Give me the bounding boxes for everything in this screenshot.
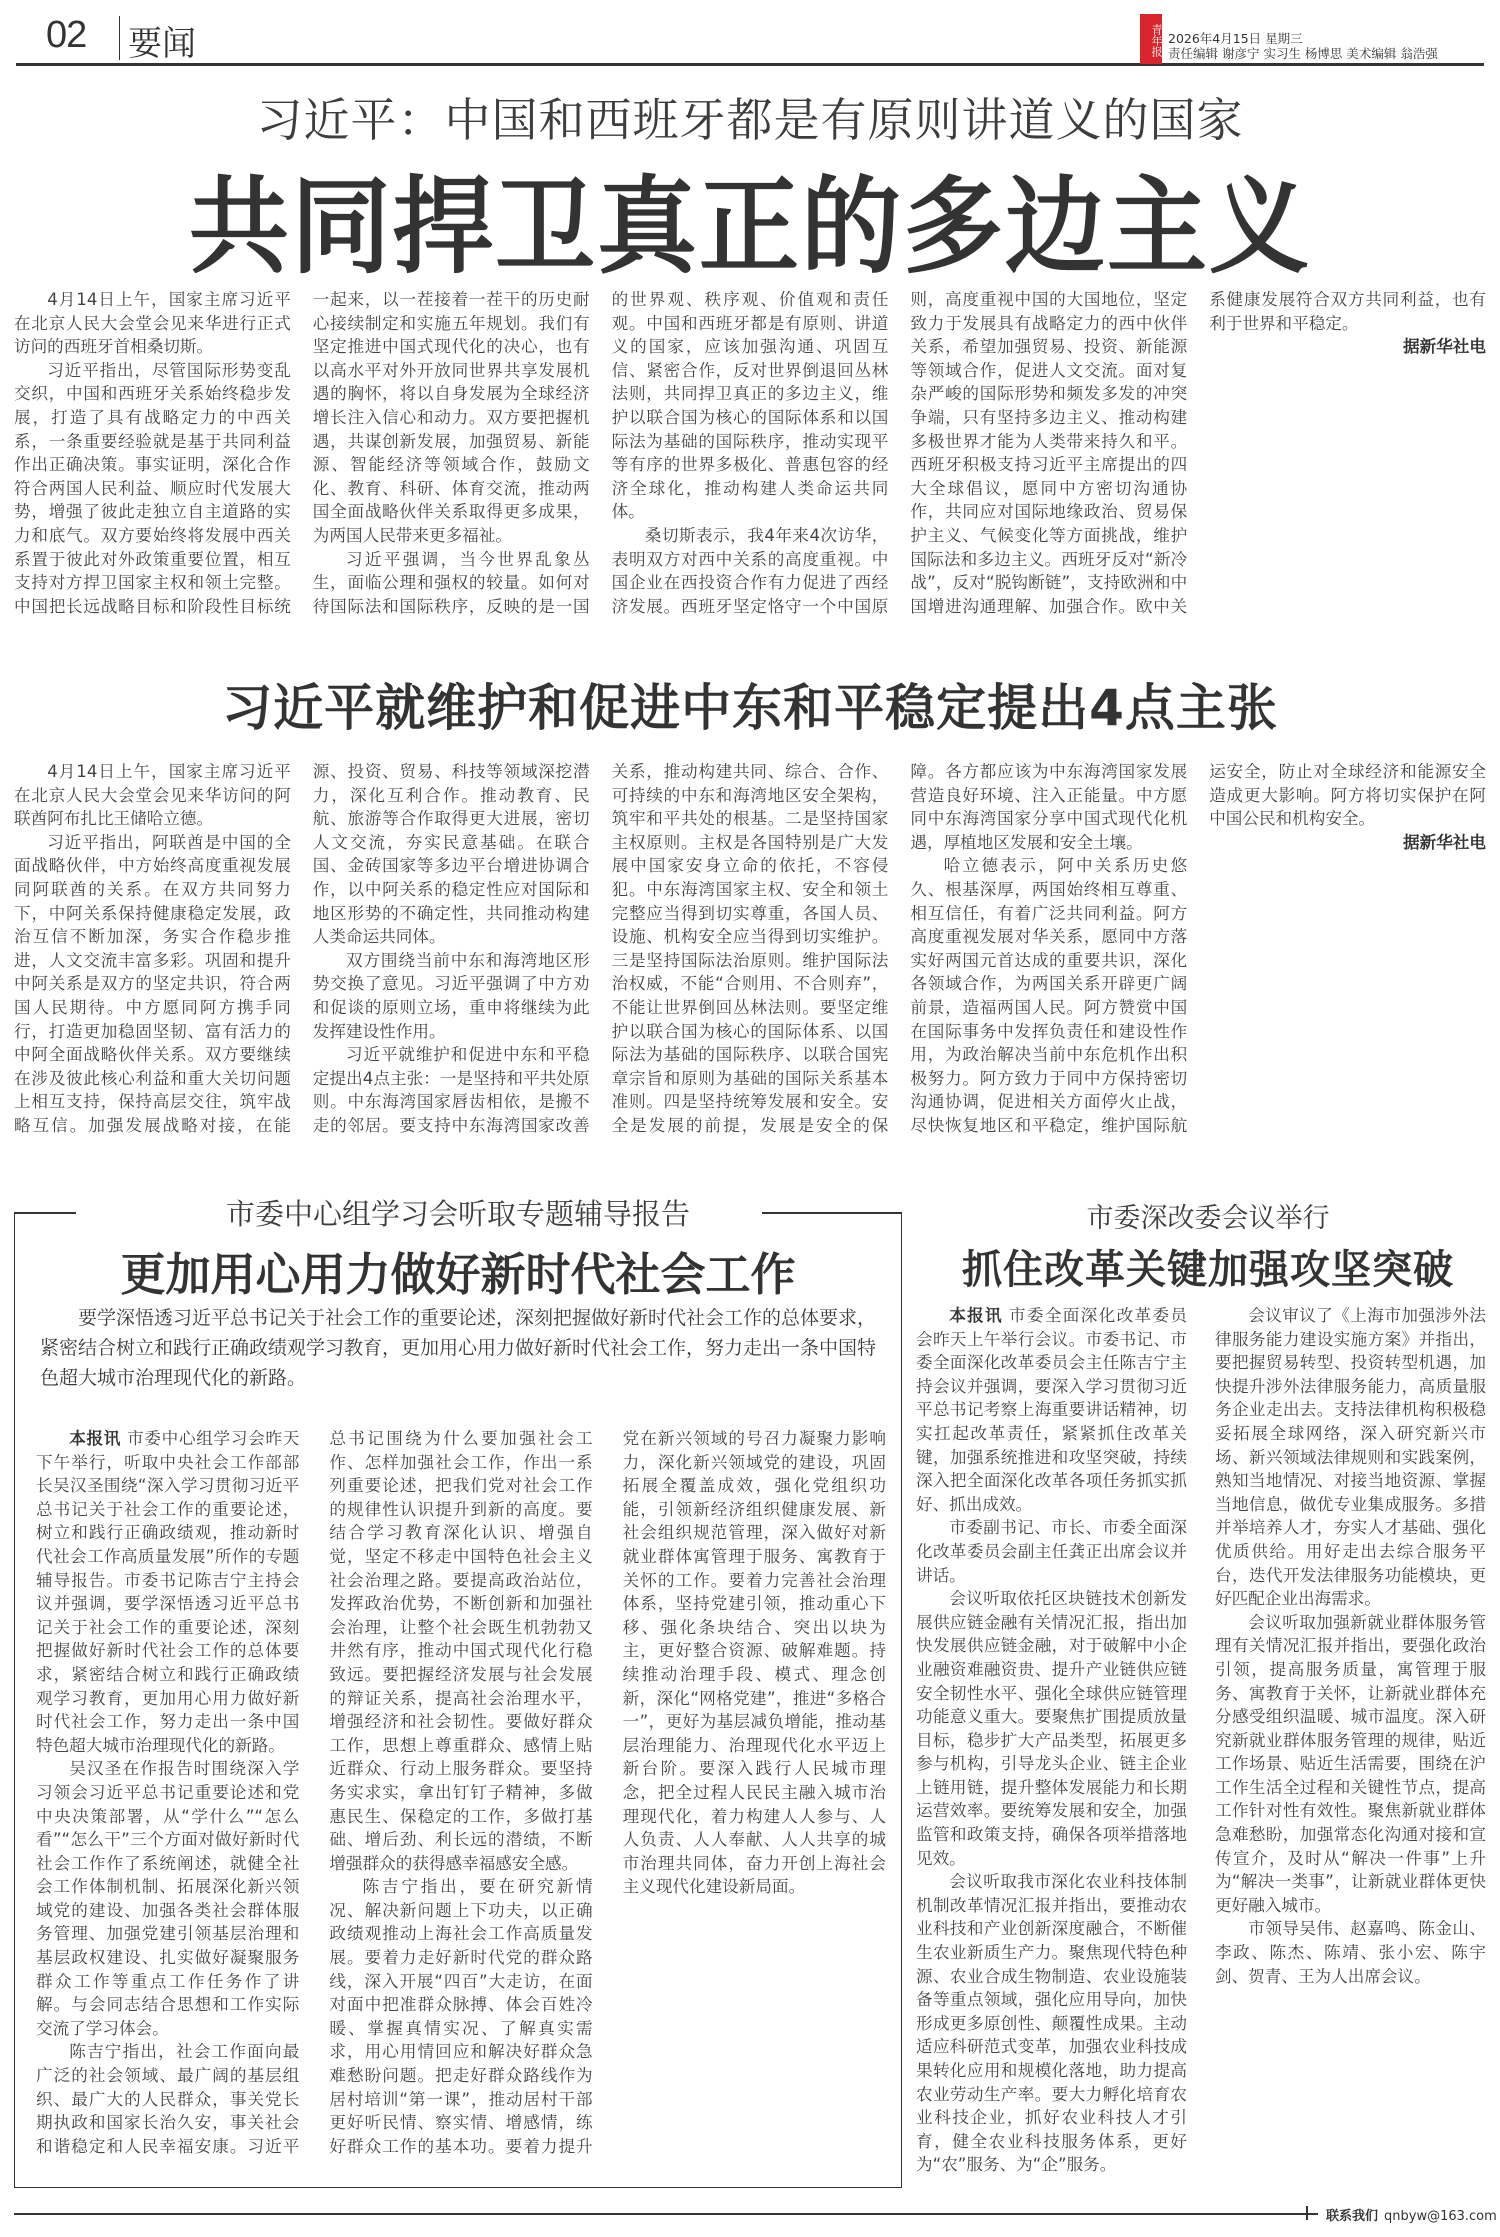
article1-paragraph: 习近平强调，当今世界乱象丛生，面临公理和强权的较量。如何对待国际法和国际秩序，反映的是一国的世界观、秩序观、价值观和责任观。中国和西班牙都是有原则、讲道义的国家，应该加强沟通、巩固互信、紧密合作，反对世界倒退回丛林法则，共同捍卫真正的多边主义，维护以联合国为核心的国际体系和以国际法为基础的国际秩序，推动实现平等有序的世界多极化、普惠包容的经济全球化，推动构建人类命运共同体。 bbox=[312, 290, 889, 616]
masthead bbox=[16, 0, 1484, 66]
article3-summary: 要学深悟透习近平总书记关于社会工作的重要论述，深刻把握做好新时代社会工作的总体要求，紧密结合树立和践行正确政绩观学习教育，更加用心用力做好新时代社会工作，努力走出一条中国特色超大城市治理现代化的新路。 bbox=[40, 1307, 877, 1389]
article2-paragraph: 4月14日上午，国家主席习近平在北京人民大会堂会见来华访问的阿联酋阿布扎比王储哈立德。 bbox=[14, 762, 291, 829]
article4-paragraph: 市领导吴伟、赵嘉鸣、陈金山、李政、陈杰、陈靖、张小宏、陈宇剑、贺青、王为人出席会议。 bbox=[1215, 1919, 1486, 1986]
footer-rule-tick bbox=[1306, 2206, 1308, 2220]
issue-date: 2026年4月15日 星期三 bbox=[1168, 31, 1303, 46]
article3-paragraph: 陈吉宁指出，要在研究新情况、解决新问题上下功夫，以正确政绩观推动上海社会工作高质量发展。要着力走好新时代党的群众路线，深入开展“四百”大走访，在面对面中把准群众脉搏、体会百姓冷暖、掌握真情实况、了解真实需求，用心用情回应和解决好群众急难愁盼问题。把走好群众路线作为居村培训“第一课”，推动居村干部更好听民情、察实情、增感情，练好群众工作的基本功。要着力提升党在新兴领域的号召力凝聚力影响力，深化新兴领域党的建设，巩固拓展全覆盖成效，强化党组织功能，引领新经济组织健康发展、新社会组织规范管理，深入做好对新就业群体寓管理于服务、寓教育于关怀的工作。要着力完善社会治理体系，坚持党建引领，推动重心下移、强化条块结合、突出以块为主，更好整合资源、破解难题。持续推动治理手段、模式、理念创新，深化“网格党建”，推进“多格合一”，更好为基层减负增能，推动基层治理能力、治理现代化水平迈上新台阶。要深入践行人民城市理念，把全过程人民民主融入城市治理现代化，着力构建人人参与、人人负责、人人奉献、人人共享的城市治理共同体，奋力开创上海社会主义现代化建设新局面。 bbox=[329, 1429, 886, 2156]
article2-paragraph: 双方围绕当前中东和海湾地区形势交换了意见。习近平强调了中方劝和促谈的原则立场，重申将继续为此发挥建设性作用。 bbox=[312, 950, 590, 1041]
article4-lead-tag: 本报讯 bbox=[949, 1306, 1003, 1325]
article4-paragraph: 会议听取依托区块链技术创新发展供应链金融有关情况汇报，指出加快发展供应链金融，对于破解中小企业融资难融资贵、提升产业链供应链安全韧性水平、强化全球供应链管理功能意义重大。要聚焦扩围提质放量目标，稳步扩大产品类型，拓展更多参与机构，引导龙头企业、链主企业上链用链，提升整体发展能力和长期运营效率。要统筹发展和安全，加强监管和政策支持，确保各项举措落地见效。 bbox=[916, 1589, 1187, 1868]
editor-credits: 责任编辑 谢彦宁 实习生 杨博思 美术编辑 翁浩强 bbox=[1168, 46, 1438, 61]
article3-body bbox=[36, 1427, 886, 2177]
article1-credit: 据新华社电 bbox=[1403, 337, 1486, 357]
section-name: 要闻 bbox=[128, 24, 196, 64]
footer-rule bbox=[14, 2213, 1318, 2215]
article3-lead-tag: 本报讯 bbox=[69, 1429, 122, 1448]
article2-headline: 习近平就维护和促进中东和平稳定提出4点主张 bbox=[222, 679, 1278, 737]
article3-columns bbox=[36, 1427, 886, 2177]
article1-kicker: 习近平：中国和西班牙都是有原则讲道义的国家 bbox=[256, 93, 1244, 147]
article2-columns bbox=[14, 760, 1486, 1150]
article3-paragraph: 吴汉圣在作报告时围绕深入学习领会习近平总书记重要论述和党中央决策部署，从“学什么”“怎么看”“怎么干”三个方面对做好新时代社会工作作了系统阐述，就健全社会工作体制机制、拓展深化新兴领域党的建设、加强各类社会群体服务管理、加强党建引领基层治理和基层政权建设、扎实做好凝聚服务群众工作等重点工作任务作了讲解。与会同志结合思想和工作实际交流了学习体会。 bbox=[36, 1759, 300, 2038]
article1-paragraph: 4月14日上午，国家主席习近平在北京人民大会堂会见来华进行正式访问的西班牙首相桑切斯。 bbox=[14, 290, 291, 357]
article3-kicker: 市委中心组学习会听取专题辅导报告 bbox=[225, 1197, 690, 1231]
article3-headline: 更加用心用力做好新时代社会工作 bbox=[120, 1248, 796, 1301]
footer-contact bbox=[1326, 2205, 1497, 2224]
article4-paragraph: 会议听取我市深化农业科技体制机制改革情况汇报并指出，要推动农业科技和产业创新深度融合，不断催生农业新质生产力。聚焦现代特色种源、农业合成生物制造、农业设施装备等重点领域，强化应用导向，加快形成更多原创性、颠覆性成果。主动适应科研范式变革，加强农业科技成果转化应用和规模化落地，助力提高农业劳动生产率。要大力孵化培育农业科技企业，抓好农业科技人才引育，健全农业科技服务体系，更好为“农”服务、为“企”服务。 bbox=[916, 1872, 1187, 2175]
article4-kicker: 市委深改委会议举行 bbox=[1086, 1203, 1330, 1234]
contact-email[interactable]: qnbyw@163.com bbox=[1384, 2209, 1497, 2224]
article4-headline: 抓住改革关键加强攻坚突破 bbox=[962, 1247, 1454, 1293]
article4-lead-text: 市委全面深化改革委员会昨天上午举行会议。市委书记、市委全面深化改革委员会主任陈吉宁主持会议并强调，要深入学习贯彻习近平总书记考察上海重要讲话精神，切实扛起改革责任，紧紧抓住改革关键，加强系统推进和攻坚突破，持续深入把全面深化改革各项任务抓实抓好、抓出成效。 bbox=[916, 1306, 1188, 1514]
article2-credit: 据新华社电 bbox=[1403, 832, 1486, 852]
contact-label: 联系我们 bbox=[1326, 2209, 1379, 2224]
masthead-divider bbox=[119, 16, 120, 60]
edition-meta bbox=[1168, 31, 1438, 61]
article3-lead-text: 市委中心组学习会昨天下午举行，听取中央社会工作部部长吴汉圣围绕“深入学习贯彻习近平总书记关于社会工作的重要论述，树立和践行正确政绩观，推动新时代社会工作高质量发展”所作的专题辅导报告。市委书记陈吉宁主持会议并强调，要学深悟透习近平总书记关于社会工作的重要论述，深刻把握做好新时代社会工作的总体要求，紧密结合树立和践行正确政绩观学习教育，更加用心用力做好新时代社会工作，努力走出一条中国特色超大城市治理现代化的新路。 bbox=[36, 1429, 300, 1755]
article1-paragraph: 习近平指出，尽管国际形势变乱交织，中国和西班牙关系始终稳步发展，打造了具有战略定力的中西关系，一条重要经验就是基于共同利益作出正确决策。事实证明，深化合作符合两国人民利益、顺应时代发展大势，增强了彼此走独立自主道路的实力和底气。双方要始终将发展中西关系置于彼此对外政策重要位置，相互支持对方捍卫国家主权和领土完整。中国把长远战略目标和阶段性目标统一起来，以一茬接着一茬干的历史耐心接续制定和实施五年规划。我们有坚定推进中国式现代化的决心，也有以高水平对外开放同世界共享发展机遇的胸怀，将以自身发展为全球经济增长注入信心和动力。双方要把握机遇，共谋创新发展，加强贸易、新能源、智能经济等领域合作，鼓励文化、教育、科研、体育交流，推动两国全面战略伙伴关系取得更多成果，为两国人民带来更多福祉。 bbox=[14, 290, 590, 616]
article4-body bbox=[916, 1304, 1486, 2204]
page-number: 02 bbox=[46, 14, 87, 56]
article3-paragraph bbox=[36, 1427, 299, 1757]
article1-body bbox=[14, 288, 1486, 630]
article4-paragraph: 会议听取加强新就业群体服务管理有关情况汇报并指出，要强化政治引领，提高服务质量，寓管理于服务、寓教育于关怀，让新就业群体充分感受组织温暖、城市温度。深入研究新就业群体服务管理的规律，贴近工作场景、贴近生活需要，围绕在沪工作生活全过程和关键性节点，提高工作针对性有效性。聚焦新就业群体急难愁盼，加强常态化沟通对接和宣传宣介，及时从“解决一件事”上升为“解决一类事”，让新就业群体更快更好融入城市。 bbox=[1215, 1612, 1486, 1915]
article1-headline: 共同捍卫真正的多边主义 bbox=[189, 165, 1311, 289]
article4-columns bbox=[916, 1304, 1486, 2204]
article3-paragraph: 陈吉宁指出，社会工作面向最广泛的社会领域、最广阔的基层组织、最广大的人民群众，事关党长期执政和国家长治久安，事关社会和谐稳定和人民幸福安康。习近平总书记围绕为什么要加强社会工作、怎样加强社会工作，作出一系列重要论述，把我们党对社会工作的规律性认识提升到新的高度。要结合学习教育深化认识、增强自觉，坚定不移走中国特色社会主义社会治理之路。要提高政治站位，发挥政治优势，不断创新和加强社会治理，让整个社会既生机勃勃又井然有序，推动中国式现代化行稳致远。要把握经济发展与社会发展的辩证关系，提高社会治理水平，增强经济和社会韧性。要做好群众工作，思想上尊重群众、感情上贴近群众、行动上服务群众。要坚持务实求实，拿出钉钉子精神，多做惠民生、保稳定的工作，多做打基础、增后劲、利长远的潜绩，不断增强群众的获得感幸福感安全感。 bbox=[36, 1429, 593, 2156]
article2-paragraph: 习近平就维护和促进中东和平稳定提出4点主张：一是坚持和平共处原则。中东海湾国家唇齿相依，是搬不走的邻居。要支持中东海湾国家改善关系，推动构建共同、综合、合作、可持续的中东和海湾地区安全架构，筑牢和平共处的根基。二是坚持国家主权原则。主权是各国特别是广大发展中国家安身立命的依托，不容侵犯。中东海湾国家主权、安全和领土完整应当得到切实尊重，各国人员、设施、机构安全应当得到切实维护。三是坚持国际法治原则。维护国际法治权威，不能“合则用、不合则弃”，不能让世界倒回丛林法则。要坚定维护以联合国为核心的国际体系、以国际法为基础的国际秩序、以联合国宪章宗旨和原则为基础的国际关系基本准则。四是坚持统筹发展和安全。安全是发展的前提，发展是安全的保障。各方都应该为中东海湾国家发展营造良好环境、注入正能量。中方愿同中东海湾国家分享中国式现代化机遇，厚植地区发展和安全土壤。 bbox=[312, 762, 1188, 1135]
article1-paragraph: 桑切斯表示，我4年来4次访华，表明双方对西中关系的高度重视。中国企业在西投资合作有力促进了西经济发展。西班牙坚定恪守一个中国原则，高度重视中国的大国地位，坚定致力于发展具有战略定力的西中伙伴关系，希望加强贸易、投资、新能源等领域合作，促进人文交流。面对复杂严峻的国际形势和频发多发的冲突争端，只有坚持多边主义、推动构建多极世界才能为人类带来持久和平。西班牙积极支持习近平主席提出的四大全球倡议，愿同中方密切沟通协作，共同应对国际地缘政治、贸易保护主义、气候变化等方面挑战，维护国际法和多边主义。西班牙反对“新冷战”，反对“脱钩断链”，支持欧洲和中国增进沟通理解、加强合作。欧中关系健康发展符合双方共同利益，也有利于世界和平稳定。 bbox=[611, 290, 1486, 616]
article4-paragraph bbox=[916, 1304, 1187, 1516]
article2-paragraph: 习近平指出，阿联酋是中国的全面战略伙伴，中方始终高度重视发展同阿联酋的关系。在双方共同努力下，中阿关系保持健康稳定发展，政治互信不断加深，务实合作稳步推进，人文交流丰富多彩。巩固和提升中阿关系是双方的坚定共识，符合两国人民期待。中方愿同阿方携手同行，打造更加稳固坚韧、富有活力的中阿全面战略伙伴关系。双方要继续在涉及彼此核心利益和重大关切问题上相互支持，保持高层交往，筑牢战略互信。加强发展战略对接，在能源、投资、贸易、科技等领域深挖潜力，深化互利合作。推动教育、民航、旅游等合作取得更大进展，密切人文交流，夯实民意基础。在联合国、金砖国家等多边平台增进协调合作，以中阿关系的稳定性应对国际和地区形势的不确定性，共同推动构建人类命运共同体。 bbox=[14, 762, 590, 1135]
article4-paragraph: 会议审议了《上海市加强涉外法律服务能力建设实施方案》并指出，要把握贸易转型、投资转型机遇，加快提升涉外法律服务能力，高质量服务企业走出去。支持法律机构积极稳妥拓展全球网络，深入研究新兴市场、新兴领域法律规则和实践案例，熟知当地情况、对接当地资源、掌握当地信息，做优专业集成服务。多措并举培养人才，夯实人才基础、强化优质供给。用好走出去综合服务平台，迭代开发法律服务功能模块，更好匹配企业出海需求。 bbox=[1215, 1306, 1486, 1609]
article2-paragraph: 哈立德表示，阿中关系历史悠久、根基深厚，两国始终相互尊重、相互信任，有着广泛共同利益。阿方高度重视发展对华关系，愿同中方落实好两国元首达成的重要共识，深化各领域合作，为两国关系开辟更广阔前景，造福两国人民。阿方赞赏中国在国际事务中发挥负责任和建设性作用，为政治解决当前中东危机作出积极努力。阿方致力于同中方保持密切沟通协调，促进相关方面停火止战，尽快恢复地区和平稳定，维护国际航运安全，防止对全球经济和能源安全造成更大影响。阿方将切实保护在阿中国公民和机构安全。 bbox=[910, 762, 1486, 1135]
article4-paragraph: 市委副书记、市长、市委全面深化改革委员会副主任龚正出席会议并讲话。 bbox=[916, 1518, 1187, 1585]
newspaper-logo: 青年报 bbox=[1140, 14, 1162, 64]
article1-columns bbox=[14, 288, 1486, 630]
article2-body bbox=[14, 760, 1486, 1150]
